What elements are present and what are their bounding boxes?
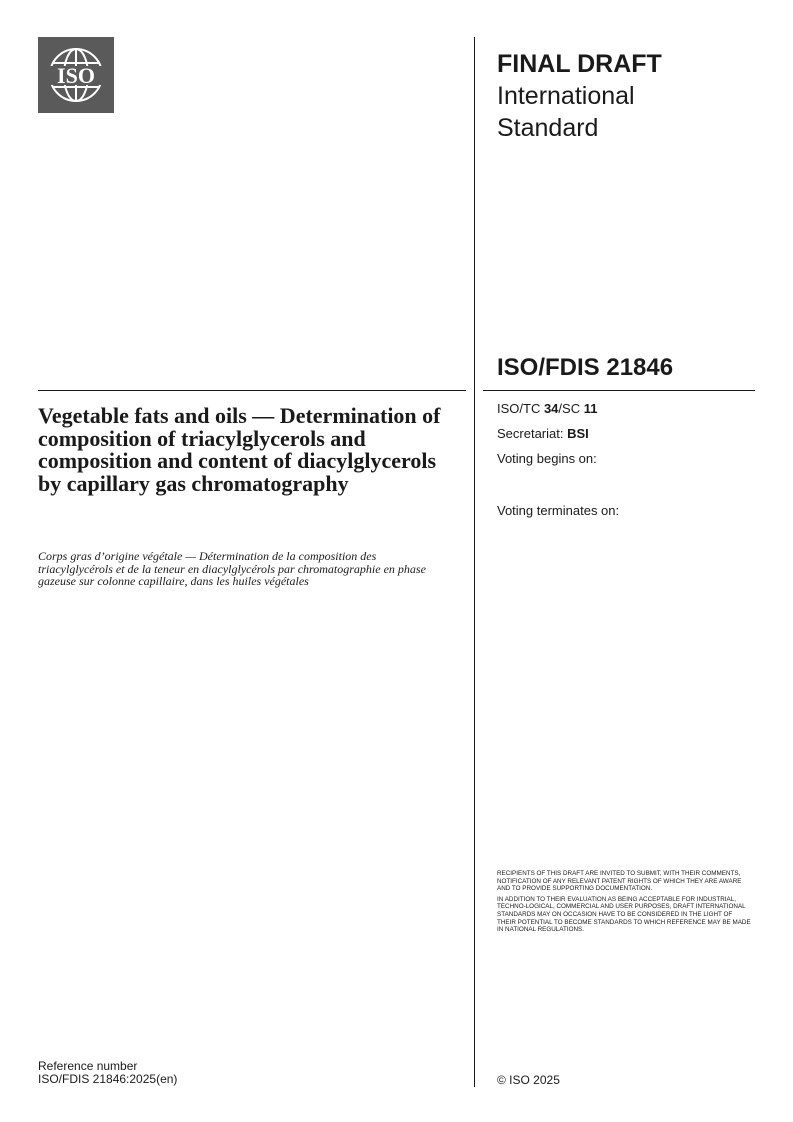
iso-logo (38, 37, 114, 113)
international-label: International (497, 82, 635, 110)
notice-paragraph-1: RECIPIENTS OF THIS DRAFT ARE INVITED TO SUBMIT, WITH THEIR COMMENTS, NOTIFICATION OF ANY RELEVANT PATENT RIGHTS OF WHICH THEY ARE AWARE AND TO PROVIDE SUPPORTING DOCUMENTATION. (497, 870, 742, 893)
voting-begins: Voting begins on: (497, 451, 597, 466)
globe-icon (38, 37, 114, 113)
copyright: © ISO 2025 (497, 1073, 560, 1087)
notice-paragraph-2: IN ADDITION TO THEIR EVALUATION AS BEING ACCEPTABLE FOR INDUSTRIAL, TECHNO-LOGICAL, COMMERCIAL AND USER PURPOSES, DRAFT INTERNATIONAL STANDARDS MAY ON OCCASION HAVE TO BE CONSIDERED IN THE LIGHT OF THEIR POTENTIAL TO BECOME STANDARDS TO WHICH REFERENCE MAY BE MADE IN NATIONAL REGULATIONS. (497, 895, 751, 934)
voting-terminates: Voting terminates on: (497, 503, 620, 518)
secretariat-line: Secretariat: BSI (497, 426, 589, 441)
logo-text: ISO (57, 63, 95, 88)
left-divider (38, 390, 466, 391)
final-draft-label: FINAL DRAFT (497, 50, 662, 78)
committee-info (497, 400, 597, 475)
vertical-divider (474, 37, 475, 1087)
document-title-french: Corps gras d’origine végétale — Détermination de la composition des triacylglycérols et de la teneur en diacylglycérols par chromatographie en phase gazeuse sur colonne capillaire, dans les huiles végétales (38, 549, 426, 589)
reference-number (38, 1060, 177, 1086)
reference-label: Reference number (38, 1059, 138, 1073)
standard-number: ISO/FDIS 21846 (497, 354, 674, 381)
document-title: Vegetable fats and oils — Determination of composition of triacylglycerols and composition and content of diacylglycerols by capillary gas chromatography (38, 403, 441, 496)
standard-label: Standard (497, 114, 599, 142)
right-divider (483, 390, 755, 391)
reference-value: ISO/FDIS 21846:2025(en) (38, 1072, 178, 1086)
draft-notice (497, 870, 752, 937)
committee-line: ISO/TC 34/SC 11 (497, 401, 598, 416)
document-status-heading (497, 48, 757, 144)
